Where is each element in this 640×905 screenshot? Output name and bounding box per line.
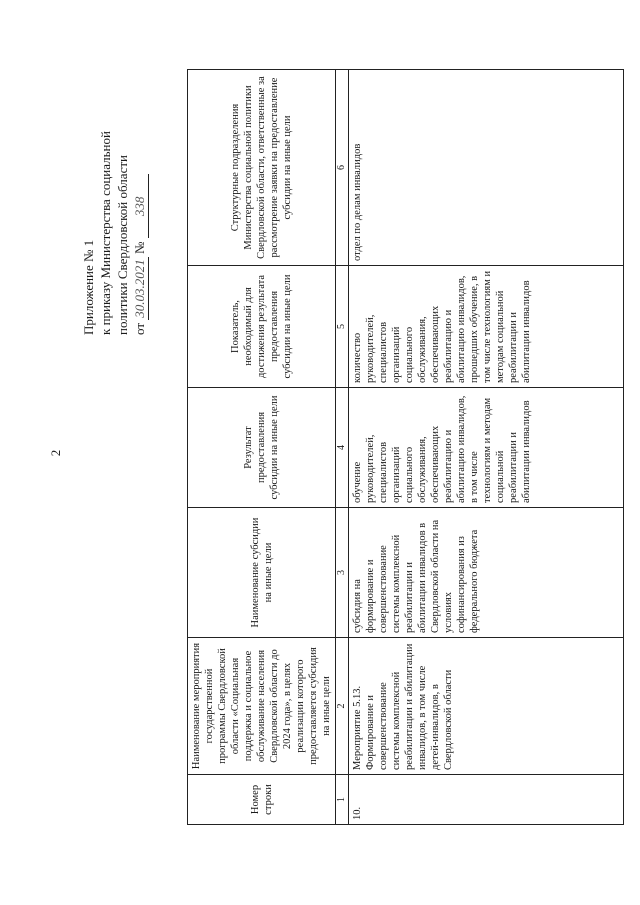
appendix-title: Приложение № 1 (81, 239, 96, 335)
cell-indicator: количество руководителей, специалистов организаций социального обслуживания, обеспечивающих реабилитацию и абилитацию инвалидов, прошедших обучение, в том числе технологиям и методам социальной реабилитации и абилитации инвалидов (349, 266, 624, 388)
page-number: 2 (48, 449, 63, 457)
column-number: 5 (336, 266, 349, 388)
header-result: Результат предоставления субсидии на иные цели (188, 388, 336, 508)
order-number: 338 (131, 174, 149, 238)
cell-subsidy-name: субсидия на формирование и совершенствование системы комплексной реабилитации и абилитации инвалидов в Свердловской области на условиях софинансирования из федерального бюджета (349, 508, 624, 638)
cell-result: обучение руководителей, специалистов организаций социального обслуживания, обеспечивающих реабилитацию и абилитацию инвалидов, в том числе технологиям и методам социальной реабилитации и абилитации инвалидов (349, 388, 624, 508)
from-prefix: от (132, 322, 147, 335)
header-row-number: Номер строки (188, 775, 336, 825)
column-number: 3 (336, 508, 349, 638)
column-number: 2 (336, 638, 349, 775)
column-number: 4 (336, 388, 349, 508)
table-header-row (188, 70, 336, 825)
order-date: 30.03.2021 (132, 259, 147, 318)
header-indicator: Показатель, необходимый для достижения результата предоставления субсидии на иные цели (188, 266, 336, 388)
column-number: 1 (336, 775, 349, 825)
subsidy-table (187, 69, 624, 825)
appendix-order-ref: к приказу Министерства социальной (98, 131, 113, 335)
column-number-row (336, 70, 349, 825)
cell-department: отдел по делам инвалидов (349, 70, 624, 266)
cell-row-number: 10. (349, 775, 624, 825)
appendix-ministry: политики Свердловской области (115, 155, 130, 335)
column-number: 6 (336, 70, 349, 266)
header-event-name: Наименование мероприятия государственной программы Свердловской области «Социальная поддержка и социальное обслуживание населения Свердловской области до 2024 года», в целях реализации которого предоставляется субсидия на иные цели (188, 638, 336, 775)
number-label: № (132, 241, 147, 254)
table-row (349, 70, 624, 825)
cell-event-name: Мероприятие 5.13. Формирование и совершенствование системы комплексной реабилитации и абилитации инвалидов, в том числе детей-инвалидов, в Свердловской области (349, 638, 624, 775)
header-department: Структурные подразделения Министерства социальной политики Свердловской области, ответственные за рассмотрение заявки на предоставление субсидии на иные цели (188, 70, 336, 266)
header-subsidy-name: Наименование субсидии на иные цели (188, 508, 336, 638)
appendix-header (80, 55, 149, 335)
appendix-date-line (131, 55, 149, 335)
